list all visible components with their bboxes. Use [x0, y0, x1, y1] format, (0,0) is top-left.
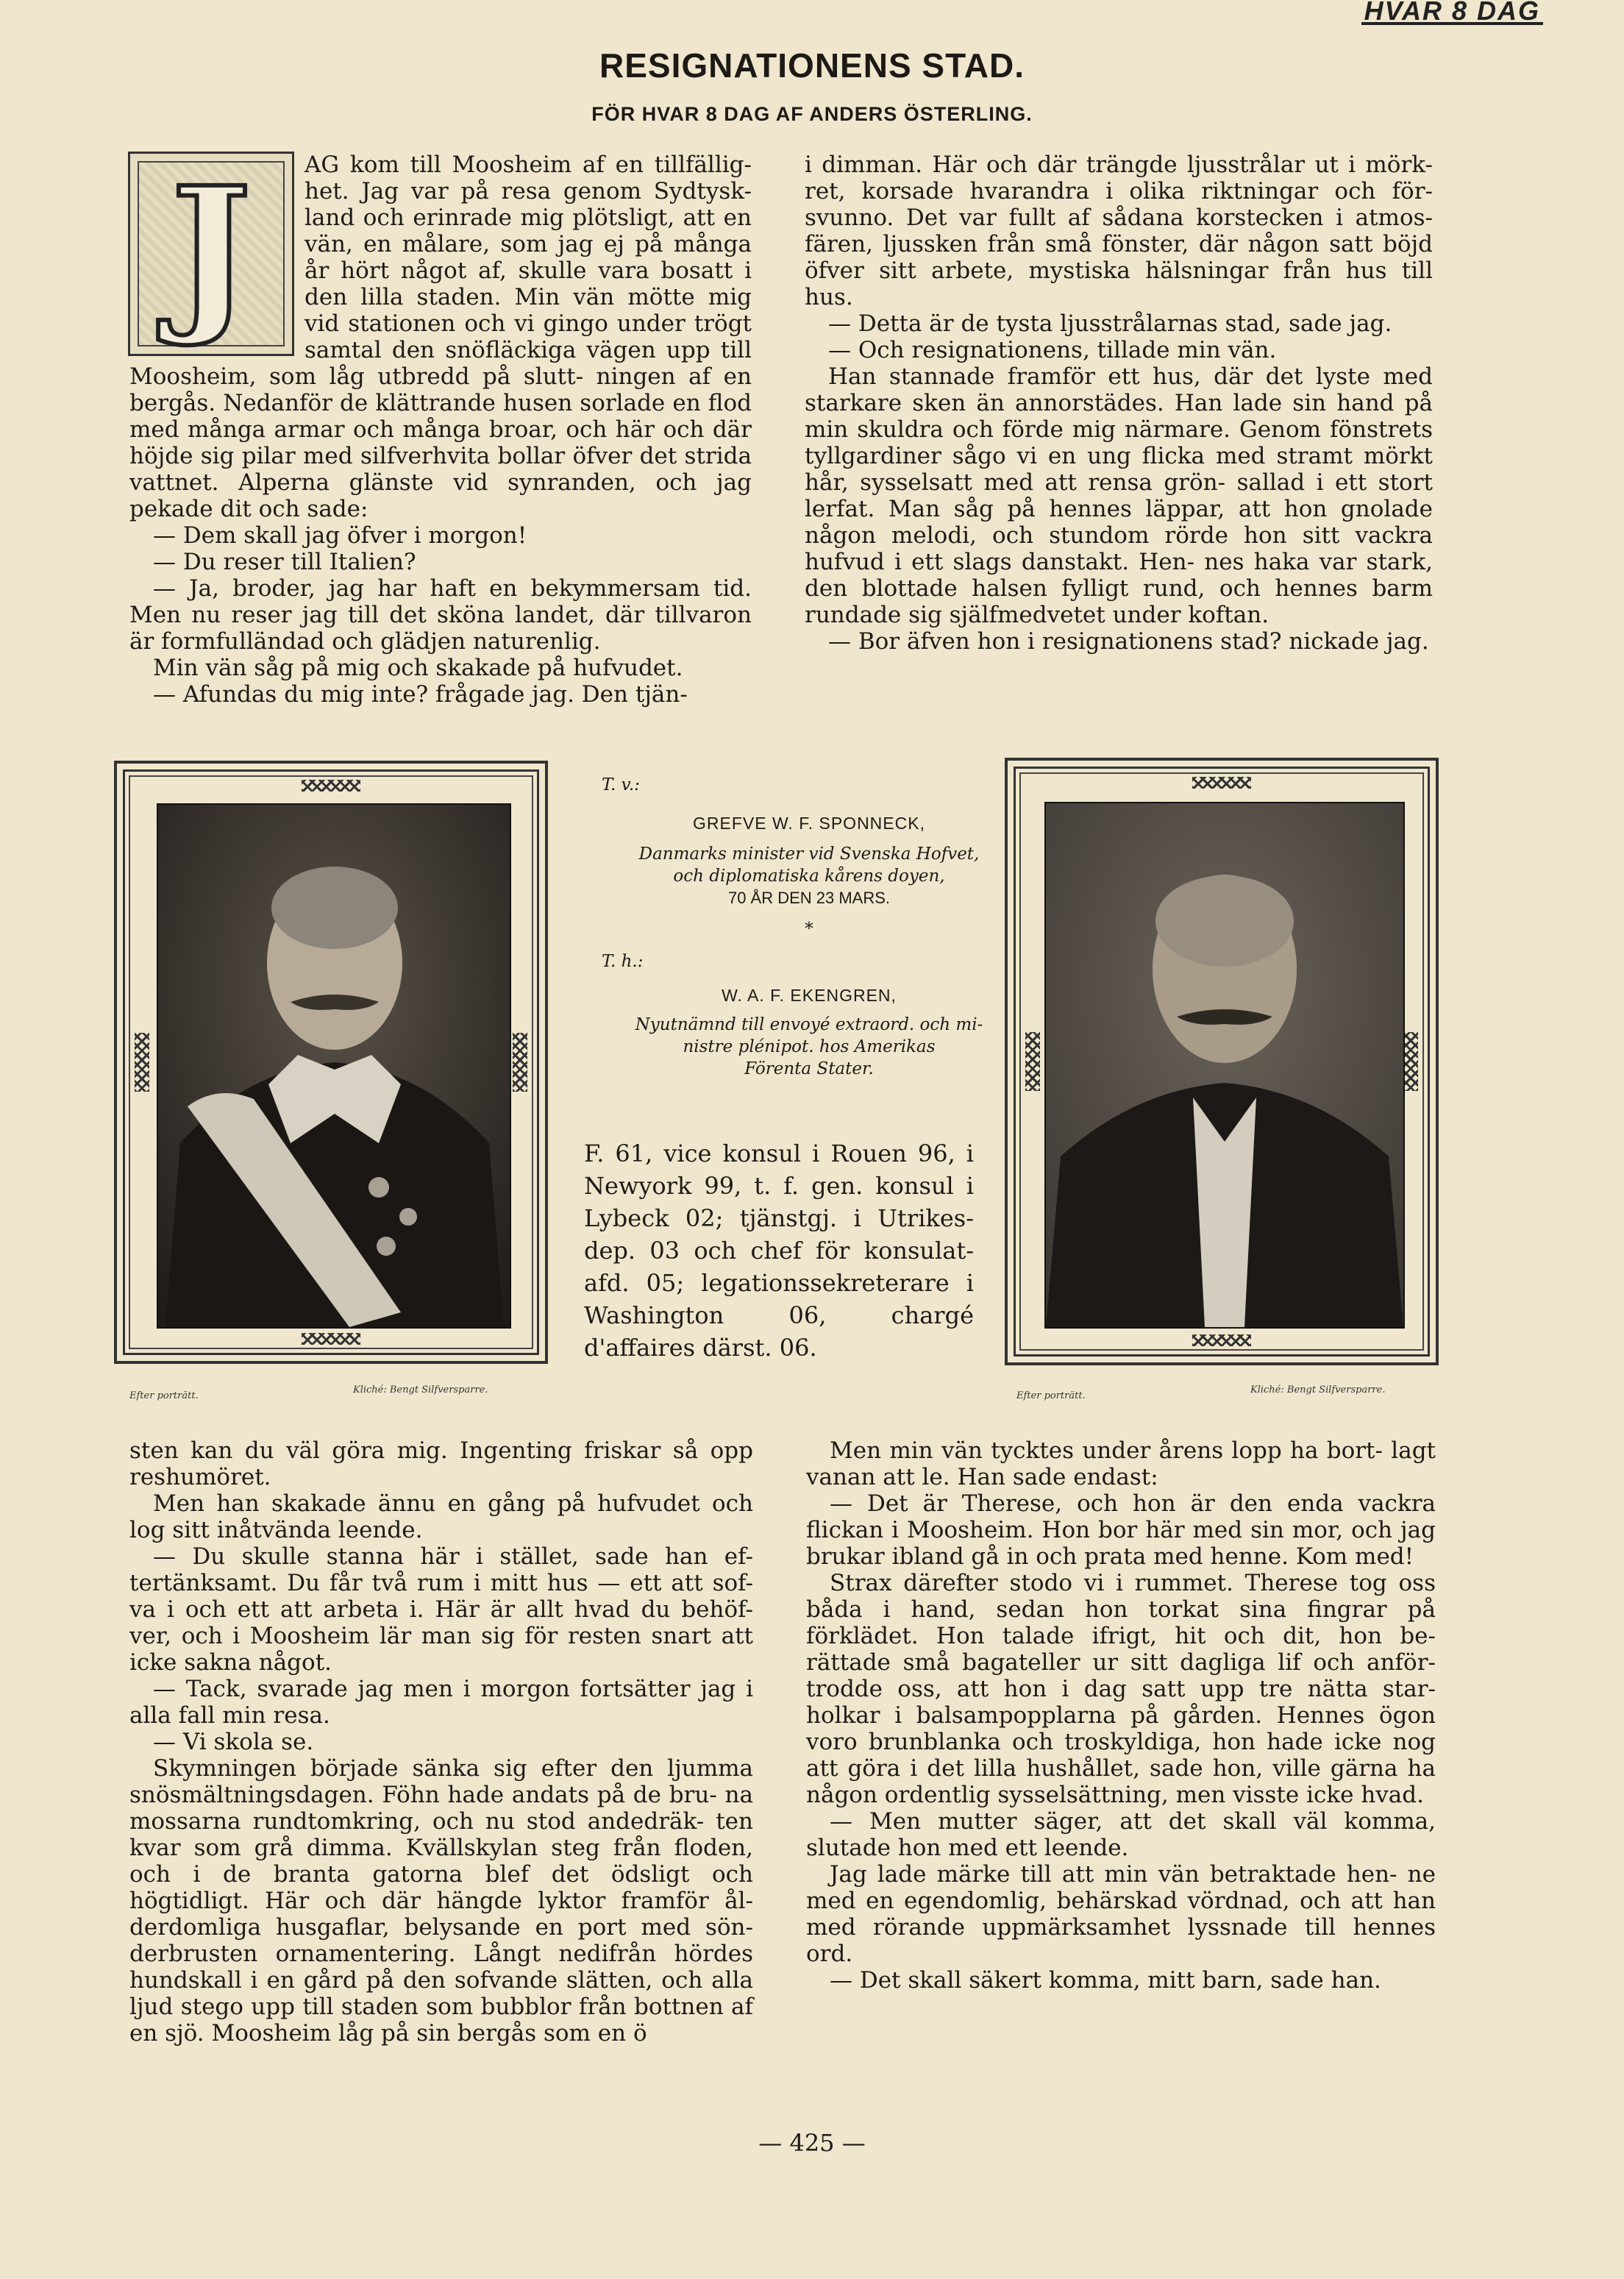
masthead: HVAR 8 DAG	[1361, 0, 1543, 25]
paragraph: sten kan du väl göra mig. Ingenting friskar så opp reshumöret.	[129, 1437, 753, 1490]
article-title: RESIGNATIONENS STAD.	[599, 46, 1025, 85]
paragraph: Han stannade framför ett hus, där det lyste med starkare sken än annorstädes. Han lade sin hand på min skuldra och förde mig närmare. Genom fönstrets tyllgardiner sågo vi en ung flicka med stramt mörkt hår, sysselsatt med att rensa grön- sallad i ett stort lerfat. Man såg på hennes läppar, att hon gnolade någon melodi, och stundom rörde hon sitt vackra hufvud i ett slags danstakt. Hen- nes haka var stark, den blottade halsen fylligt rund, och hennes barm rundade sig själfmedvetet under koftan.	[805, 363, 1433, 628]
portrait-frame-right	[1005, 758, 1439, 1365]
cliche-credit-left: Kliché: Bengt Silfversparre.	[353, 1384, 488, 1396]
text-column-1	[129, 149, 752, 708]
caption-name-1: GREFVE W. F. SPONNECK,	[693, 814, 925, 833]
paragraph: Jag lade märke till att min vän betraktade hen- ne med en egendomlig, behärskad vördnad, och att han med rörande uppmärksamhet lyssnade till hennes ord.	[806, 1861, 1436, 1967]
paragraph: Men min vän tycktes under årens lopp ha bort- lagt vanan att le. Han sade endast:	[806, 1437, 1436, 1490]
paragraph: — Och resignationens, tillade min vän.	[828, 337, 1277, 363]
portrait-caption	[581, 774, 1037, 1080]
caption-desc-2c: Förenta Stater.	[744, 1059, 874, 1078]
cliche-credit-right: Kliché: Bengt Silfversparre.	[1250, 1384, 1386, 1396]
caption-right-label: T. h.:	[602, 952, 644, 971]
paragraph: — Vi skola se.	[153, 1729, 314, 1755]
caption-desc-1b: och diplomatiska kårens doyen,	[673, 867, 945, 886]
drop-cap-letter: J	[171, 149, 252, 350]
paragraph: — Dem skall jag öfver i morgon!	[153, 522, 527, 549]
caption-age-1: 70 ÅR DEN 23 MARS.	[727, 889, 891, 907]
paragraph: Men han skakade ännu en gång på hufvudet och log sitt inåtvända leende.	[129, 1490, 753, 1543]
photo-credit-right: Efter porträtt.	[1016, 1390, 1086, 1401]
byline: FÖR HVAR 8 DAG AF ANDERS ÖSTERLING.	[591, 103, 1033, 125]
portrait-frame-left	[114, 761, 548, 1364]
text-column-2	[805, 152, 1433, 655]
paragraph: Min vän såg på mig och skakade på hufvudet.	[153, 655, 683, 681]
paragraph: — Men mutter säger, att det skall väl komma, slutade hon med ett leende.	[806, 1808, 1436, 1861]
paragraph: — Tack, svarade jag men i morgon fortsätter jag i alla fall min resa.	[129, 1676, 753, 1729]
paragraph: Strax därefter stodo vi i rummet. Therese tog oss båda i hand, sedan hon torkat sina fingrar på förklädet. Hon talade ifrigt, hit och dit, hon be- rättade små bagateller ur sitt dagliga lif och anför- trodde oss, att hon i dag satt upp tre nätta star- holkar i balsampopplarna på gården. Hennes ögon voro brunblanka och troskyldiga, hon hade icke nog att göra i det lilla hushållet, sade hon, ville gärna ha någon ordentlig sysselsättning, men visste icke hvad.	[806, 1570, 1436, 1808]
paragraph: — Ja, broder, jag har haft en bekymmersam tid. Men nu reser jag till det sköna landet, där tillvaron är formfulländad och glädjen naturenlig.	[129, 575, 752, 655]
paragraph: — Du reser till Italien?	[153, 549, 416, 575]
photo-credit-left: Efter porträtt.	[129, 1390, 199, 1401]
paragraph: — Bor äfven hon i resignationens stad? nickade jag.	[828, 628, 1429, 655]
paragraph: AG kom till Moosheim af en tillfällig- het. Jag var på resa genom Sydtysk- land och erinrade mig plötsligt, att en vän, en målare, som jag ej på många år hört något af, skulle vara bosatt i den lilla staden. Min vän mötte mig vid stationen och vi gingo under trögt samtal den snöfläckiga vägen upp till Moosheim, som låg utbredd på slutt- ningen af en bergås. Nedanför de klättrande husen sorlade en flod med många armar och många broar, och här och där höjde sig pilar med silfverhvita bollar öfver det strida vattnet. Alperna glänste vid synranden, och jag pekade dit och sade:	[129, 152, 752, 522]
portrait-photo-sponneck	[157, 803, 511, 1329]
caption-left-label: T. v.:	[602, 775, 640, 794]
paragraph: — Detta är de tysta ljusstrålarnas stad, sade jag.	[828, 310, 1392, 337]
paragraph: — Det är Therese, och hon är den enda vackra flickan i Moosheim. Hon bor här med sin mor, och jag brukar ibland gå in och prata med henne. Kom med!	[806, 1490, 1436, 1570]
caption-desc-1a: Danmarks minister vid Svenska Hofvet,	[638, 845, 980, 864]
paragraph: i dimman. Här och där trängde ljusstrålar ut i mörk- ret, korsade hvarandra i olika riktningar och för- svunno. Det var fullt af sådana korstecken i atmos- fären, ljussken från små fönster, där någon satt böjd öfver sitt arbete, mystiska hälsningar från hus till hus.	[805, 152, 1433, 310]
paragraph: — Det skall säkert komma, mitt barn, sade han.	[830, 1967, 1381, 1994]
biography-note: F. 61, vice konsul i Rouen 96, i Newyork 99, t. f. gen. konsul i Lybeck 02; tjänstgj. i Utrikes- dep. 03 och chef för konsulat- afd. 05; legationssekreterare i Washington 06, chargé d'affaires därst. 06.	[584, 1140, 974, 1362]
paragraph: Skymningen började sänka sig efter den ljumma snösmältningsdagen. Föhn hade andats på de bru- na mossarna rundtomkring, och nu stod andedräk- ten kvar som grå dimma. Kvällskylan steg från floden, och i de branta gatorna blef det ödsligt och högtidligt. Här och där hängde lyktor framför ål- derdomliga husgaflar, belysande en port med sön- derbrusten ornamentering. Långt nedifrån hördes hundskall i en gård på den sofvande slätten, och alla ljud stego upp till staden som bubblor från bottnen af en sjö. Moosheim låg på sin bergås som en ö	[129, 1755, 753, 2047]
text-column-3	[129, 1437, 753, 2047]
paragraph: — Du skulle stanna här i stället, sade han ef- tertänksamt. Du får två rum i mitt hus — ett att sof- va i och ett att arbeta i. Här är allt hvad du behöf- ver, och i Moosheim lär man sig för resten snart att icke sakna något.	[129, 1543, 753, 1676]
text-column-4	[806, 1437, 1436, 1994]
caption-name-2: W. A. F. EKENGREN,	[722, 986, 897, 1005]
caption-desc-2a: Nyutnämnd till envoyé extraord. och mi-	[635, 1015, 983, 1034]
drop-cap	[128, 149, 294, 356]
portrait-image	[1046, 803, 1403, 1327]
paragraph: — Afundas du mig inte? frågade jag. Den tjän-	[153, 681, 688, 708]
page-number: — 425 —	[758, 2129, 866, 2157]
portrait-photo-ekengren	[1044, 802, 1405, 1329]
caption-separator: *	[805, 920, 813, 939]
portrait-image	[158, 805, 510, 1327]
caption-desc-2b: nistre plénipot. hos Amerikas	[683, 1037, 936, 1056]
